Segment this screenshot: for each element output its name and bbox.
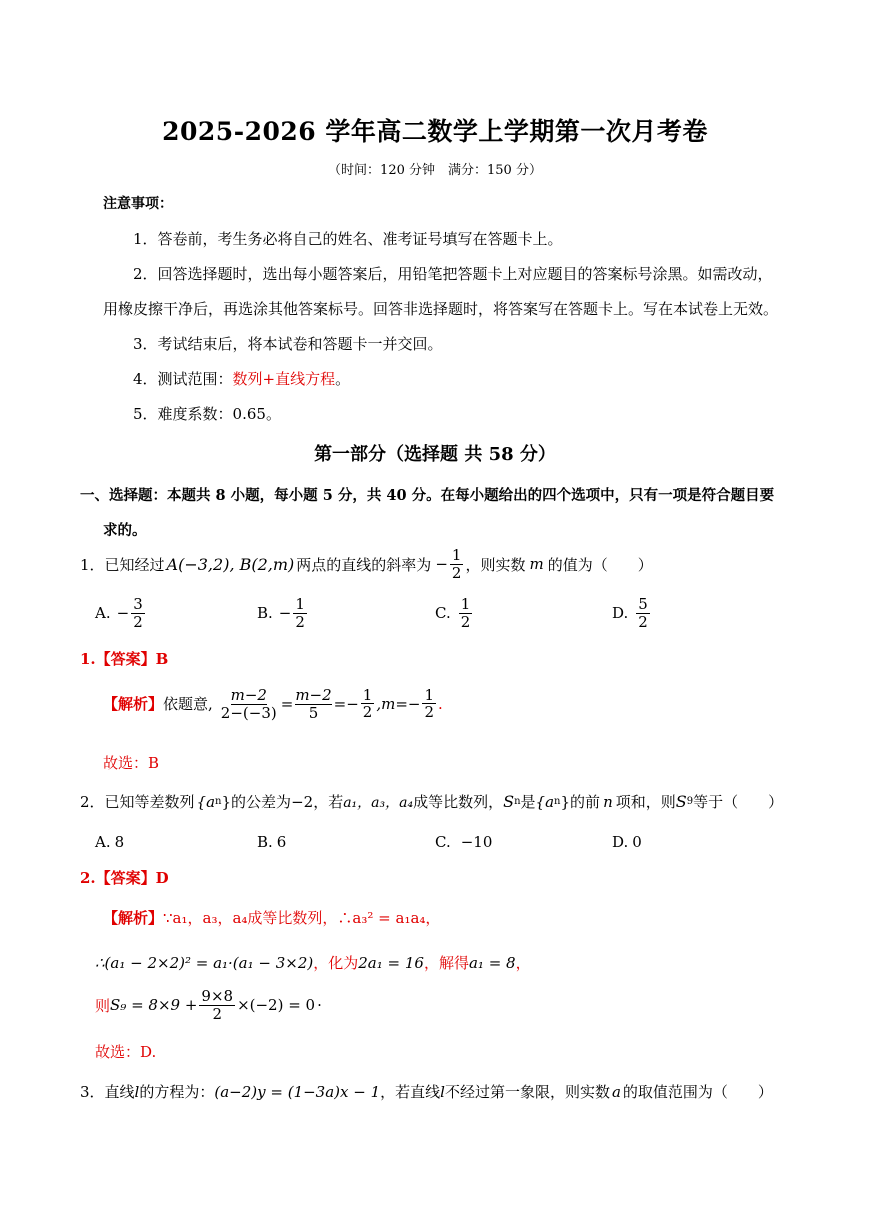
exam-title: 2025-2026 学年高二数学上学期第一次月考卷 bbox=[162, 117, 708, 146]
notice-item-2-cont: 用橡皮擦干净后，再选涂其他答案标号。回答非选择题时，将答案写在答题卡上。写在本试卷上无效。 bbox=[103, 300, 779, 318]
q1-slope-fraction: $\frac{1}{2}$ bbox=[451, 546, 462, 582]
q2-option-d[interactable]: D. 0 bbox=[612, 833, 642, 851]
question-2: 2．已知等差数列 {a n } 的公差为 −2 ，若 a₁，a₃，a₄ 成等比数列， S n 是 {a n } 的前 n 项和，则 S 9 等于（ ） bbox=[80, 792, 784, 811]
notice-item-1: 1．答卷前，考生务必将自己的姓名、准考证号填写在答题卡上。 bbox=[133, 230, 563, 248]
q1-choice: 故选：B bbox=[103, 754, 160, 772]
q1-frac-4: $\frac{1}{2}$ bbox=[424, 685, 435, 722]
q1-option-b[interactable]: B. − $\frac{1}{2}$ bbox=[257, 595, 305, 631]
q2-analysis-line-1: 【解析】∵a₁，a₃，a₄成等比数列，∴a₃² = a₁a₄， bbox=[103, 909, 441, 927]
analysis-label: 【解析】 bbox=[103, 695, 164, 714]
notice-item-4-end: 。 bbox=[335, 370, 351, 388]
q1-frac-1: $\frac{m-2}{2-(-3)}$ bbox=[220, 686, 277, 722]
q2-analysis-line-3: 则 S₉ = 8×9 + $\frac{9\times 8}{2}$ ×(−2) = 0 · bbox=[95, 987, 322, 1023]
test-range: 数列+直线方程 bbox=[232, 370, 336, 388]
q1-stem-d: 的值为（ ） bbox=[547, 555, 653, 574]
q2-option-c[interactable]: C. −10 bbox=[435, 833, 493, 851]
q2-option-b[interactable]: B. 6 bbox=[257, 833, 287, 851]
q1-points: A(−3,2), B(2,m) bbox=[166, 554, 295, 574]
question-1 bbox=[80, 547, 653, 581]
q2-answer: 2.【答案】D bbox=[80, 869, 169, 887]
exam-subtitle: （时间：120 分钟 满分：150 分） bbox=[328, 163, 542, 178]
q1-stem-c: ，则实数 bbox=[465, 555, 526, 574]
notice-item-2: 2．回答选择题时，选出每小题答案后，用铅笔把答题卡上对应题目的答案标号涂黑。如需改动， bbox=[133, 265, 773, 283]
analysis-label: 【解析】 bbox=[103, 909, 164, 927]
q1-stem-a: 1．已知经过 bbox=[80, 555, 165, 574]
q1-slope-sign: − bbox=[435, 555, 448, 573]
q2-analysis-line-2: ∴(a₁ − 2×2)² = a₁·(a₁ − 3×2)，化为2a₁ = 16，解得a₁ = 8， bbox=[95, 954, 531, 972]
q1-option-d[interactable]: D. $\frac{5}{2}$ bbox=[612, 595, 648, 631]
notice-item-5: 5．难度系数：0.65。 bbox=[133, 405, 281, 423]
notice-item-4 bbox=[133, 368, 350, 389]
q2-frac: $\frac{9\times 8}{2}$ bbox=[201, 987, 234, 1023]
q1-var-m: m bbox=[529, 555, 544, 573]
notice-heading: 注意事项： bbox=[103, 196, 173, 212]
q1-analysis: 【解析】 依题意, $\frac{m-2}{2-(-3)}$ = $\frac{m-2}{5}$ =− $\frac{1}{2}$ ,m=− $\frac{1}{2}$ . bbox=[103, 685, 443, 722]
question-3: 3．直线l的方程为：(a−2)y = (1−3a)x − 1，若直线l不经过第一象限，则实数 a 的取值范围为（ ） bbox=[80, 1083, 773, 1101]
q1-option-c[interactable]: C. $\frac{1}{2}$ bbox=[435, 595, 471, 631]
q1-frac-2: $\frac{m-2}{5}$ bbox=[295, 686, 332, 722]
q1-option-a[interactable]: A. − $\frac{3}{2}$ bbox=[95, 595, 143, 631]
q1-stem-b: 两点的直线的斜率为 bbox=[296, 555, 432, 574]
notice-item-4-label: 4．测试范围： bbox=[133, 370, 233, 388]
q2-choice: 故选：D. bbox=[95, 1043, 157, 1061]
section-instruction-2: 求的。 bbox=[103, 522, 147, 539]
notice-item-3: 3．考试结束后，将本试卷和答题卡一并交回。 bbox=[133, 335, 443, 353]
q2-option-a[interactable]: A. 8 bbox=[95, 833, 125, 851]
section-instruction-1: 一、选择题：本题共 8 小题，每小题 5 分，共 40 分。在每小题给出的四个选项中，只有一项是符合题目要 bbox=[80, 487, 775, 504]
section-title: 第一部分（选择题 共 58 分） bbox=[314, 444, 556, 465]
q1-answer: 1.【答案】B bbox=[80, 650, 169, 668]
q1-frac-3: $\frac{1}{2}$ bbox=[362, 685, 373, 722]
